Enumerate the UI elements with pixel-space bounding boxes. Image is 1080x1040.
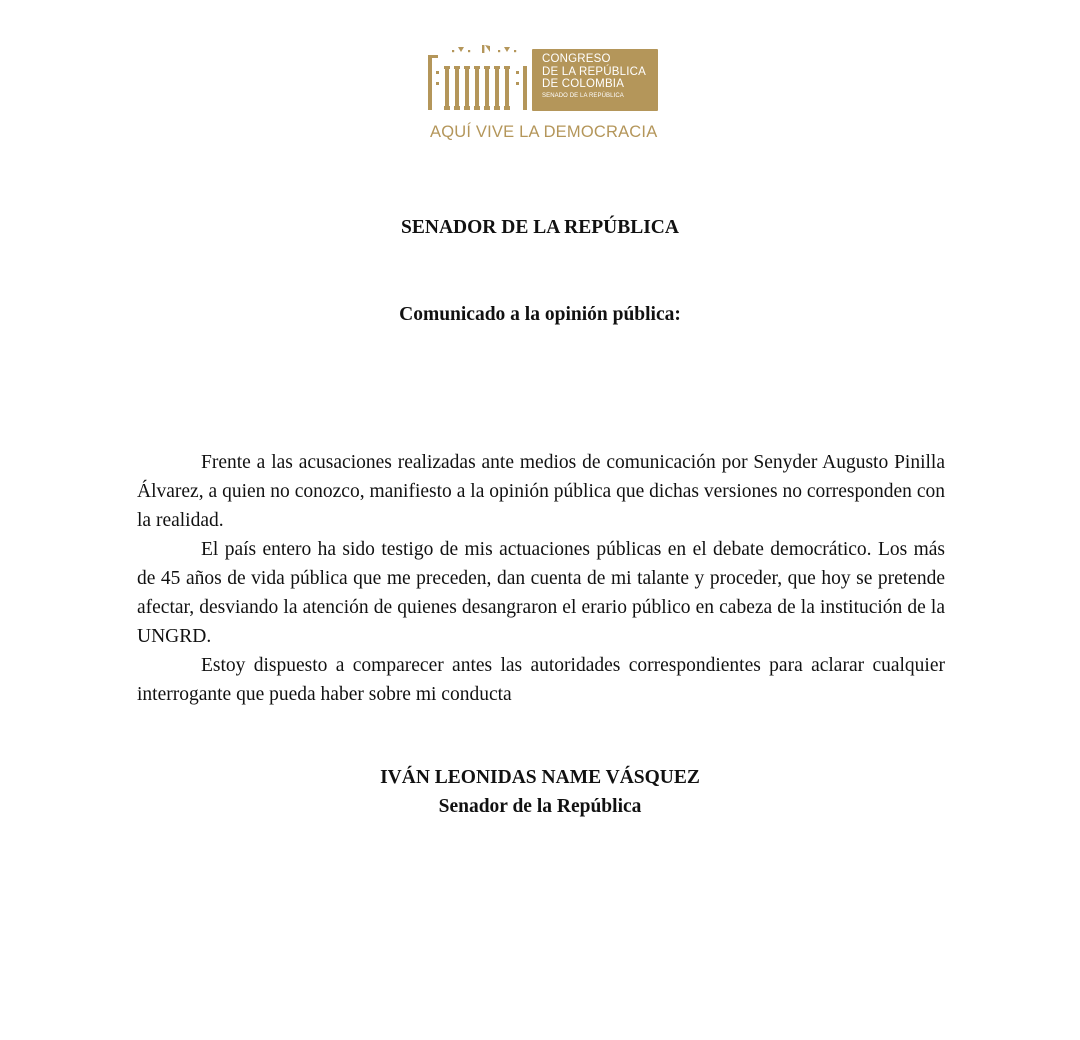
signature-title: Senador de la República [438,796,642,817]
capitol-building-icon [428,44,532,112]
congreso-logo [428,44,658,144]
logo-tagline: AQUÍ VIVE LA DEMOCRACIA [430,123,658,141]
document-body [137,448,945,709]
logo-line-3: DE COLOMBIA [542,78,625,90]
logo-line-2: DE LA REPÚBLICA [542,65,646,78]
body-paragraph-2: El país entero ha sido testigo de mis actuaciones públicas en el debate democrático. Los más de 45 años de vida pública que me preceden, dan cuenta de mi talante y proceder, que hoy se pretende afectar, desviando la atención de quienes desangraron el erario público en cabeza de la institución de la UNGRD. [137,539,945,647]
logo-line-1: CONGRESO [542,53,611,65]
body-paragraph-3: Estoy dispuesto a comparecer antes las autoridades correspondientes para aclarar cualquier interrogante que pueda haber sobre mi conducta [137,655,945,705]
body-paragraph-1: Frente a las acusaciones realizadas ante medios de comunicación por Senyder Augusto Pinilla Álvarez, a quien no conozco, manifiesto a la opinión pública que dichas versiones no corresponden con la realidad. [137,452,945,531]
document-heading: SENADOR DE LA REPÚBLICA [401,217,679,238]
document-subheading: Comunicado a la opinión pública: [399,304,681,325]
signature-block [0,763,1080,821]
logo-subline: SENADO DE LA REPÚBLICA [542,92,624,99]
signature-name: IVÁN LEONIDAS NAME VÁSQUEZ [380,767,700,788]
congreso-logo-box [532,49,658,111]
